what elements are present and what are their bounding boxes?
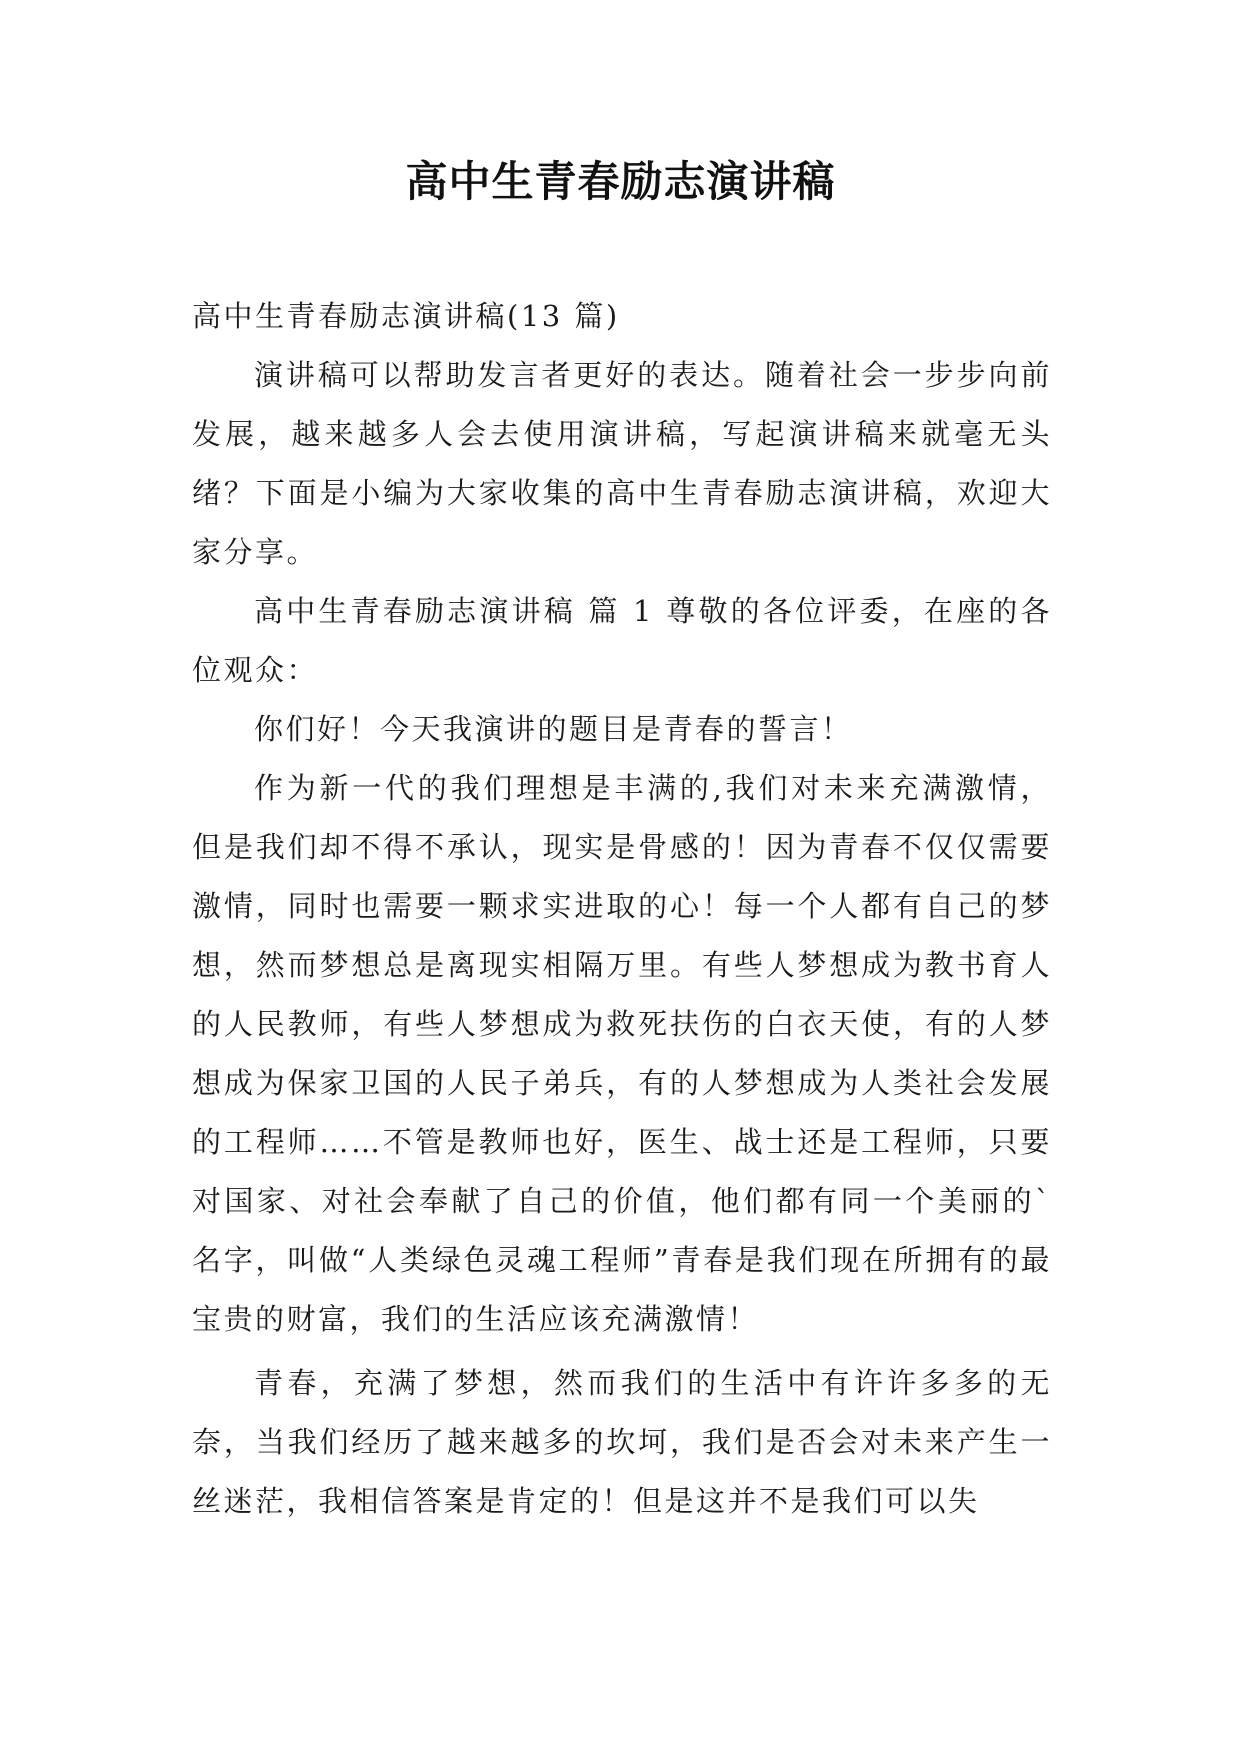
paragraph-body-1: 作为新一代的我们理想是丰满的,我们对未来充满激情，但是我们却不得不承认，现实是骨感的！因为青春不仅仅需要激情，同时也需要一颗求实进取的心！每一个人都有自己的梦想，然而梦想总是离现实相隔万里。有些人梦想成为教书育人的人民教师，有些人梦想成为救死扶伤的白衣天使，有的人梦想成为保家卫国的人民子弟兵，有的人梦想成为人类社会发展的工程师……不管是教师也好，医生、战士还是工程师，只要对国家、对社会奉献了自己的价值，他们都有同一个美丽的`名字，叫做“人类绿色灵魂工程师”青春是我们现在所拥有的最宝贵的财富，我们的生活应该充满激情！ <box>192 771 1052 1336</box>
document-subtitle: 高中生青春励志演讲稿(13 篇) <box>192 299 620 333</box>
paragraph-greeting: 你们好！今天我演讲的题目是青春的誓言！ <box>254 712 853 746</box>
paragraph-intro: 演讲稿可以帮助发言者更好的表达。随着社会一步步向前发展，越来越多人会去使用演讲稿，写起演讲稿来就毫无头绪？下面是小编为大家收集的高中生青春励志演讲稿，欢迎大家分享。 <box>192 358 1052 569</box>
paragraph-body-2: 青春，充满了梦想，然而我们的生活中有许许多多的无奈，当我们经历了越来越多的坎坷，我们是否会对未来产生一丝迷茫，我相信答案是肯定的！但是这并不是我们可以失 <box>192 1366 1052 1518</box>
document-body <box>192 287 1052 1531</box>
paragraph-section-heading: 高中生青春励志演讲稿 篇 1 尊敬的各位评委，在座的各位观众： <box>192 594 1052 687</box>
document-title: 高中生青春励志演讲稿 <box>405 157 836 206</box>
